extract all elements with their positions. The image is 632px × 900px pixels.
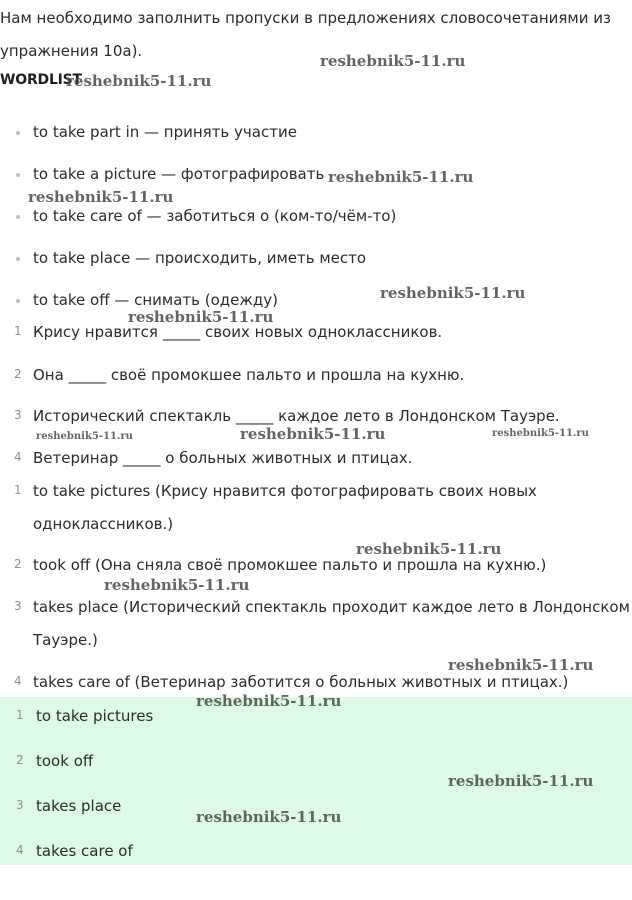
sentence-number: 3 xyxy=(14,408,22,422)
answer-number: 2 xyxy=(14,557,22,571)
answer-text: took off xyxy=(36,752,94,770)
sentence-number: 2 xyxy=(14,367,22,381)
answer-text-line-1: takes place (Исторический спектакль проходит каждое лето в Лондонском xyxy=(33,598,630,616)
intro-line-1: Нам необходимо заполнить пропуски в предложениях словосочетаниями из xyxy=(0,9,611,27)
watermark: reshebnik5-11.ru xyxy=(328,168,474,186)
answer-text-line-2: одноклассников.) xyxy=(33,515,174,533)
sentence-text: Крису нравится _____ своих новых одноклассников. xyxy=(33,323,443,341)
intro-line-2: упражнения 10а). xyxy=(0,42,143,60)
sentence-text: Ветеринар _____ о больных животных и птицах. xyxy=(33,449,413,467)
answer-number: 4 xyxy=(16,843,24,857)
answer-number: 3 xyxy=(16,798,24,812)
wordlist-item-text: to take place — происходить, иметь место xyxy=(33,249,367,267)
answer-text-line-1: took off (Она сняла своё промокшее пальто и прошла на кухню.) xyxy=(33,556,547,574)
bullet-icon xyxy=(16,299,20,303)
answer-text: takes place xyxy=(36,797,122,815)
watermark: reshebnik5-11.ru xyxy=(448,656,594,674)
answer-text: takes care of xyxy=(36,842,133,860)
wordlist-item-text: to take care of — заботиться о (ком-то/чём-то) xyxy=(33,207,397,225)
sentence-text: Она _____ своё промокшее пальто и прошла на кухню. xyxy=(33,366,465,384)
watermark: reshebnik5-11.ru xyxy=(240,425,386,443)
watermark: reshebnik5-11.ru xyxy=(356,540,502,558)
sentence-text: Исторический спектакль _____ каждое лето в Лондонском Тауэре. xyxy=(33,407,560,425)
watermark: reshebnik5-11.ru xyxy=(380,284,526,302)
answer-number: 3 xyxy=(14,599,22,613)
answer-number: 2 xyxy=(16,753,24,767)
bullet-icon xyxy=(16,257,20,261)
watermark: reshebnik5-11.ru xyxy=(492,428,589,439)
bullet-icon xyxy=(16,215,20,219)
wordlist-item-text: to take a picture — фотографировать xyxy=(33,165,325,183)
watermark: reshebnik5-11.ru xyxy=(104,576,250,594)
watermark: reshebnik5-11.ru xyxy=(196,808,342,826)
sentence-number: 4 xyxy=(14,450,22,464)
wordlist-item-text: to take part in — принять участие xyxy=(33,123,297,141)
watermark: reshebnik5-11.ru xyxy=(28,188,174,206)
watermark: reshebnik5-11.ru xyxy=(36,431,133,442)
watermark: reshebnik5-11.ru xyxy=(66,72,212,90)
bullet-icon xyxy=(16,131,20,135)
watermark: reshebnik5-11.ru xyxy=(448,772,594,790)
wordlist-item-text: to take off — снимать (одежду) xyxy=(33,291,278,309)
sentence-number: 1 xyxy=(14,324,22,338)
answer-number: 4 xyxy=(14,674,22,688)
watermark: reshebnik5-11.ru xyxy=(128,308,274,326)
answer-text-line-1: takes care of (Ветеринар заботится о больных животных и птицах.) xyxy=(33,673,569,691)
wordlist-title: WORDLIST xyxy=(0,72,82,88)
bullet-icon xyxy=(16,173,20,177)
answer-number: 1 xyxy=(16,708,24,722)
answer-text-line-2: Тауэре.) xyxy=(33,631,98,649)
answer-number: 1 xyxy=(14,483,22,497)
answer-text-line-1: to take pictures (Крису нравится фотографировать своих новых xyxy=(33,482,537,500)
answer-text: to take pictures xyxy=(36,707,154,725)
watermark: reshebnik5-11.ru xyxy=(196,692,342,710)
watermark: reshebnik5-11.ru xyxy=(320,52,466,70)
